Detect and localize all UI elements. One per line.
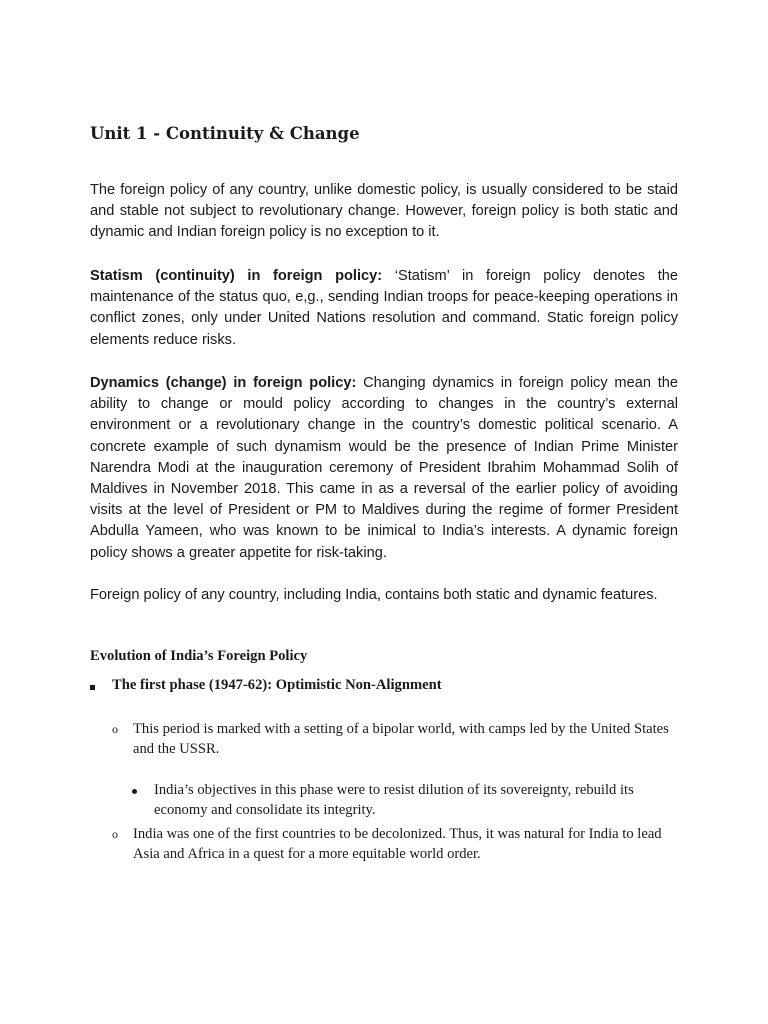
dynamics-paragraph [90, 373, 678, 564]
circle-bullet-icon: o [112, 722, 118, 736]
list-item [154, 781, 674, 820]
sub-item-text: India was one of the first countries to be decolonized. Thus, it was natural for India to lead Asia and Africa in a quest for a more equitable world order. [133, 826, 662, 862]
sub-item-text: This period is marked with a setting of a bipolar world, with camps led by the United States and the USSR. [133, 721, 669, 757]
list-item [90, 677, 678, 694]
dynamics-label: Dynamics (change) in foreign policy: [90, 375, 357, 391]
statism-text: ‘Statism’ in foreign policy denotes the maintenance of the status quo, e,g., sending Indian troops for peace-keeping operations in conflict zones, only under United Nations resolution and command. Static foreign policy elements reduce risks. [90, 268, 678, 348]
conclusion-paragraph: Foreign policy of any country, including India, contains both static and dynamic features. [90, 587, 658, 603]
phase-list [90, 677, 678, 694]
sub-item-text: India’s objectives in this phase were to resist dilution of its sovereignty, rebuild its economy and consolidate its integrity. [154, 782, 634, 818]
dynamics-text: Changing dynamics in foreign policy mean the ability to change or mould policy according to changes in the country’s external environment or a revolutionary change in the country’s domestic political scenario. A concrete example of such dynamism would be the presence of Indian Prime Minister Narendra Modi at the inauguration ceremony of President Ibrahim Mohammad Solih of Maldives in November 2018. This came in as a reversal of the earlier policy of avoiding visits at the level of President or PM to Maldives during the regime of former President Abdulla Yameen, who was known to be inimical to India’s interests. A dynamic foreign policy shows a greater appetite for risk-taking. [90, 375, 678, 561]
dot-bullet-icon [132, 789, 137, 794]
list-item [112, 720, 673, 759]
circle-bullet-icon: o [112, 827, 118, 841]
page-title: Unit 1 - Continuity & Change [90, 124, 360, 143]
section-heading: Evolution of India’s Foreign Policy [90, 648, 308, 664]
intro-paragraph: The foreign policy of any country, unlike domestic policy, is usually considered to be staid and stable not subject to revolutionary change. However, foreign policy is both static and dynamic and Indian foreign policy is no exception to it. [90, 182, 678, 241]
statism-paragraph [90, 266, 678, 351]
phase-title: The first phase (1947-62): Optimistic Non-Alignment [112, 677, 442, 693]
square-bullet-icon [90, 685, 95, 690]
statism-label: Statism (continuity) in foreign policy: [90, 268, 383, 284]
list-item [112, 825, 673, 864]
